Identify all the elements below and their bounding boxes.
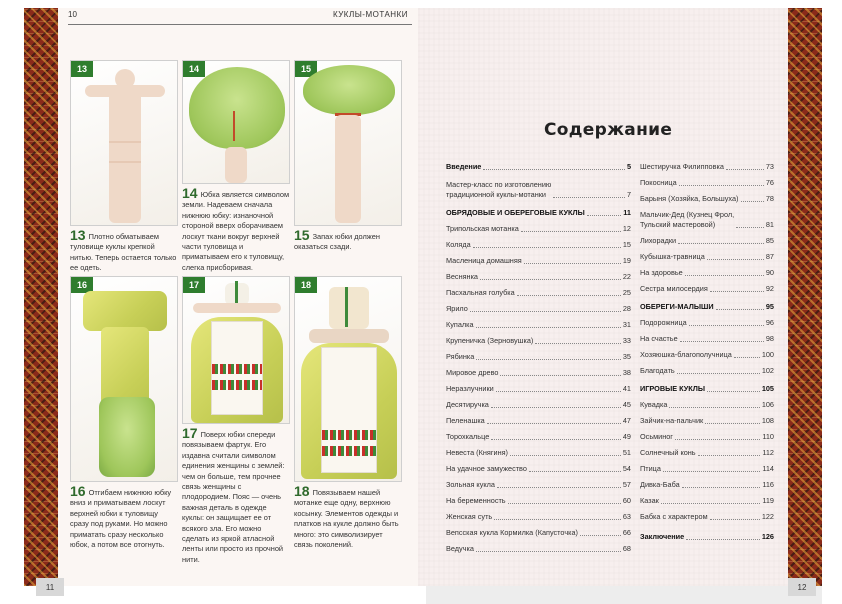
caption-text: Поверх юбки спереди повязываем фартук. Его издавна считали символом единения женщины с землей: чем он больше, тем прочнее связь женщины с плодородием. Пояс — очень важная деталь в одежде куклы: он защищает ее от всякого зла. Его можно сделать из яркой атласной ленты или просто из прочной нити. (182, 430, 285, 564)
toc-entry-title: Купалка (446, 320, 474, 329)
apron (211, 321, 263, 415)
toc-entry (446, 240, 631, 250)
toc-entry (446, 528, 631, 538)
caption-number: 18 (294, 483, 310, 499)
toc-entry (446, 288, 631, 298)
toc-entry (446, 272, 631, 282)
toc-section-heading (640, 532, 774, 542)
toc-entry (446, 368, 631, 378)
dot-leader (480, 279, 621, 280)
toc-entry-page: 73 (765, 162, 774, 171)
toc-entry-title: На беременность (446, 496, 506, 505)
toc-entry-page: 116 (762, 480, 774, 489)
toc-entry-title: Хозяюшка-благополучница (640, 350, 732, 359)
dot-leader (678, 243, 764, 244)
dot-leader (587, 215, 622, 216)
dot-leader (476, 359, 621, 360)
toc-entry (640, 252, 774, 262)
toc-entry-title: Осьминог (640, 432, 673, 441)
caption-number: 16 (70, 483, 86, 499)
toc-entry-page: 60 (622, 496, 631, 505)
toc-entry (640, 366, 774, 376)
step-17-photo (182, 276, 290, 424)
dot-leader (517, 295, 621, 296)
toc-entry (640, 178, 774, 188)
toc-entry-title: Вепсская кукла Кормилка (Капусточка) (446, 528, 578, 537)
green-skirt-fabric (303, 65, 395, 115)
toc-entry-title: Трипольская мотанка (446, 224, 519, 233)
dot-leader (689, 325, 764, 326)
toc-section-heading (446, 208, 631, 218)
toc-entry-title: На удачное замужество (446, 464, 527, 473)
dot-leader (741, 201, 764, 202)
step-badge: 17 (183, 277, 205, 293)
toc-entry-page: 110 (762, 432, 774, 441)
toc-entry-title: Зольная кукла (446, 480, 495, 489)
toc-entry-page: 63 (622, 512, 631, 521)
dot-leader (698, 455, 761, 456)
ornament-border-left (24, 8, 58, 586)
toc-entry (446, 400, 631, 410)
toc-entry-page: 96 (765, 318, 774, 327)
toc-entry-title: Бабка с характером (640, 512, 708, 521)
toc-entry (640, 268, 774, 278)
dot-leader (491, 407, 621, 408)
dot-leader (500, 375, 620, 376)
doll-arms (193, 303, 281, 313)
toc-entry-title: Кубышка-травница (640, 252, 705, 261)
caption-number: 17 (182, 425, 198, 441)
green-skirt-fabric (189, 67, 285, 149)
toc-entry-page: 51 (622, 448, 631, 457)
toc-entry-page: 41 (622, 384, 631, 393)
toc-entry-title: На счастье (640, 334, 678, 343)
toc-entry-title: Десятиручка (446, 400, 489, 409)
toc-entry (446, 512, 631, 522)
dot-leader (487, 423, 621, 424)
toc-entry (640, 334, 774, 344)
embroidery-band (212, 364, 262, 374)
toc-entry-title: Заключение (640, 532, 685, 541)
dot-leader (497, 487, 621, 488)
dot-leader (707, 259, 764, 260)
toc-entry-page: 122 (761, 512, 774, 521)
toc-entry (640, 512, 774, 522)
toc-entry (446, 304, 631, 314)
green-ribbon (345, 287, 348, 327)
toc-entry-page: 19 (622, 256, 631, 265)
toc-entry-title: Пасхальная голубка (446, 288, 515, 297)
embroidery-band (212, 380, 262, 390)
page-number-top: 10 (68, 10, 77, 19)
toc-entry (640, 318, 774, 328)
dot-leader (553, 197, 625, 198)
red-thread (233, 111, 235, 141)
step-13 (70, 60, 178, 274)
toc-entry (446, 224, 631, 234)
toc-entry-page: 57 (622, 480, 631, 489)
toc-entry-title: Неразлучники (446, 384, 494, 393)
toc-entry-title: Пеленашка (446, 416, 485, 425)
toc-entry-page: 12 (622, 224, 631, 233)
toc-entry-page: 76 (765, 178, 774, 187)
toc-entry (640, 496, 774, 506)
wrap-thread (109, 141, 141, 143)
toc-entry-title: Барыня (Хозяйка, Большуха) (640, 194, 739, 203)
toc-entry (640, 194, 774, 204)
toc-entry-title: Мальчик-Дед (Кузнец Фрол, Тульский мастеровой) (640, 210, 735, 229)
toc-column-left (446, 162, 631, 554)
toc-entry-page: 31 (622, 320, 631, 329)
dot-leader (736, 227, 764, 228)
dot-leader (508, 503, 621, 504)
toc-entry-page: 100 (761, 350, 774, 359)
toc-entry (446, 384, 631, 394)
toc-entry-title: Казак (640, 496, 659, 505)
ornament-border-right (788, 8, 822, 586)
toc-entry-page: 15 (622, 240, 631, 249)
toc-entry (640, 416, 774, 426)
dot-leader (483, 169, 625, 170)
dot-leader (685, 275, 764, 276)
toc-entry-title: Мастер-класс по изготовлению традиционной куклы-мотанки (446, 180, 552, 199)
caption-number: 15 (294, 227, 310, 243)
toc-entry (446, 448, 631, 458)
step-badge: 14 (183, 61, 205, 77)
toc-entry-page: 7 (626, 190, 631, 199)
doll-arms (309, 329, 389, 343)
toc-entry (640, 480, 774, 490)
step-17-caption (182, 425, 290, 565)
caption-text: Юбка является символом земли. Надеваем сначала нижнюю юбку: изнаночной стороной вверх оборачиваем лоскут ткани вокруг верхней части туловища и приматываем его к туловищу, слегка присборивая. (182, 190, 290, 272)
dot-leader (521, 231, 621, 232)
toc-entry (446, 432, 631, 442)
step-badge: 16 (71, 277, 93, 293)
dot-leader (496, 391, 621, 392)
toc-entry-title: Зайчик-на-пальчик (640, 416, 704, 425)
step-15 (294, 60, 402, 253)
dot-leader (726, 169, 764, 170)
header-rule (68, 24, 412, 25)
step-15-photo (294, 60, 402, 226)
toc-entry (446, 496, 631, 506)
dot-leader (679, 185, 764, 186)
toc-entry-page: 112 (762, 448, 774, 457)
dot-leader (510, 455, 621, 456)
toc-section-heading (640, 384, 774, 394)
dot-leader (476, 327, 621, 328)
step-18 (294, 276, 402, 550)
toc-entry-page: 81 (765, 220, 774, 229)
apron (321, 347, 377, 473)
toc-entry-title: Солнечный конь (640, 448, 696, 457)
toc-entry-page: 68 (622, 544, 631, 553)
doll-torso (225, 147, 247, 183)
book-spread (24, 8, 822, 586)
toc-section-heading (640, 302, 774, 312)
toc-entry-page: 25 (622, 288, 631, 297)
dot-leader (680, 341, 764, 342)
toc-entry-page: 114 (762, 464, 774, 473)
caption-number: 13 (70, 227, 86, 243)
toc-entry-page: 45 (622, 400, 631, 409)
toc-entry-title: ОБЕРЕГИ-МАЛЫШИ (640, 302, 714, 311)
toc-entry-title: Мировое древо (446, 368, 499, 377)
toc-entry-page: 11 (623, 208, 631, 217)
toc-entry (640, 400, 774, 410)
toc-entry-title: Дивка-Баба (640, 480, 680, 489)
toc-entry-page: 105 (761, 384, 774, 393)
toc-entry-page: 33 (622, 336, 631, 345)
toc-entry (446, 464, 631, 474)
step-14-caption (182, 185, 290, 273)
step-13-caption (70, 227, 178, 274)
dot-leader (686, 539, 760, 540)
toc-entry-title: ОБРЯДОВЫЕ И ОБЕРЕГОВЫЕ КУКЛЫ (446, 208, 585, 217)
toc-entry-title: Покосница (640, 178, 677, 187)
toc-entry-page: 38 (622, 368, 631, 377)
doll-torso (335, 115, 361, 223)
dot-leader (535, 343, 621, 344)
dot-leader (734, 357, 760, 358)
step-17 (182, 276, 290, 565)
green-skirt-fabric (99, 397, 155, 477)
toc-entry-title: Кувадка (640, 400, 668, 409)
toc-entry-page: 87 (765, 252, 774, 261)
toc-entry-title: Благодать (640, 366, 675, 375)
toc-entry-title: Ведучка (446, 544, 474, 553)
wrap-thread (109, 161, 141, 163)
toc-entry (446, 416, 631, 426)
toc-entry (446, 256, 631, 266)
caption-number: 14 (182, 185, 198, 201)
toc-title: Содержание (544, 120, 673, 140)
dot-leader (470, 311, 621, 312)
step-14 (182, 60, 290, 273)
step-badge: 18 (295, 277, 317, 293)
toc-entry (446, 480, 631, 490)
toc-entry-page: 5 (626, 162, 631, 171)
dot-leader (580, 535, 621, 536)
toc-entry-page: 126 (761, 532, 774, 541)
dot-leader (529, 471, 621, 472)
toc-entry-page: 78 (765, 194, 774, 203)
toc-entry-title: Птица (640, 464, 661, 473)
dot-leader (524, 263, 621, 264)
toc-entry-title: Введение (446, 162, 482, 171)
toc-entry (446, 320, 631, 330)
toc-entry-title: Веснянка (446, 272, 478, 281)
toc-entry-title: Подорожница (640, 318, 687, 327)
embroidery-band (322, 430, 376, 440)
toc-entry-page: 28 (622, 304, 631, 313)
toc-section-heading (446, 162, 631, 172)
toc-entry-page: 47 (622, 416, 631, 425)
dot-leader (675, 439, 760, 440)
folio-left: 11 (36, 578, 64, 596)
toc-entry (446, 336, 631, 346)
dot-leader (669, 407, 759, 408)
toc-entry-page: 35 (622, 352, 631, 361)
step-18-caption (294, 483, 402, 550)
step-15-caption (294, 227, 402, 253)
toc-entry (640, 284, 774, 294)
step-13-photo (70, 60, 178, 226)
toc-entry-title: Торохкальце (446, 432, 490, 441)
caption-text: Плотно обматываем туловище куклы крепкой нитью. Теперь остается только ее одеть. (70, 232, 177, 273)
left-page (58, 8, 418, 586)
toc-entry (446, 352, 631, 362)
step-badge: 13 (71, 61, 93, 77)
dot-leader (710, 519, 760, 520)
caption-text: Отгибаем нижнюю юбку вниз и приматываем лоскут верхней юбки к туловищу сразу под руками. Но можно приматать сразу несколько юбок, а потом все отогнуть. (70, 488, 172, 550)
doll-head-scarf (329, 287, 369, 329)
dot-leader (494, 519, 621, 520)
toc-entry-title: Масленица домашняя (446, 256, 522, 265)
dot-leader (707, 391, 760, 392)
toc-entry-title: Невеста (Княгиня) (446, 448, 508, 457)
step-14-photo (182, 60, 290, 184)
toc-entry-page: 85 (765, 236, 774, 245)
toc-entry-title: Сестра милосердия (640, 284, 708, 293)
toc-entry-page: 98 (765, 334, 774, 343)
dot-leader (661, 503, 761, 504)
toc-entry-title: Крупеничка (Зерновушка) (446, 336, 534, 345)
toc-entry-page: 49 (622, 432, 631, 441)
running-title: КУКЛЫ-МОТАНКИ (332, 10, 408, 19)
toc-entry-page: 92 (765, 284, 774, 293)
toc-column-right (640, 162, 774, 542)
toc-entry (446, 544, 631, 554)
step-16-caption (70, 483, 178, 550)
yellow-cloth (83, 291, 167, 331)
toc-entry (640, 210, 774, 230)
toc-entry-title: Женская суть (446, 512, 493, 521)
folio-right: 12 (788, 578, 816, 596)
toc-entry-title: Лихорадки (640, 236, 677, 245)
embroidery-band (322, 446, 376, 456)
toc-entry-page: 90 (765, 268, 774, 277)
dot-leader (476, 551, 621, 552)
dot-leader (663, 471, 760, 472)
dot-leader (677, 373, 760, 374)
step-18-photo (294, 276, 402, 482)
dot-leader (491, 439, 621, 440)
toc-entry-title: Шестиручка Филипповка (640, 162, 724, 171)
toc-entry-title: ИГРОВЫЕ КУКЛЫ (640, 384, 706, 393)
toc-entry-page: 66 (622, 528, 631, 537)
toc-entry-page: 108 (761, 416, 774, 425)
toc-entry (640, 236, 774, 246)
doll-torso (109, 89, 141, 223)
dot-leader (716, 309, 764, 310)
caption-text: Повязываем нашей мотанке еще одну, верхнюю косынку. Элементов одежды и платков на кукле должно быть много: это символизирует связь поколений. (294, 488, 399, 550)
toc-entry-page: 102 (761, 366, 774, 375)
toc-entry-title: Рябинка (446, 352, 475, 361)
dot-leader (682, 487, 761, 488)
toc-entry-page: 22 (622, 272, 631, 281)
step-16-photo (70, 276, 178, 482)
toc-entry-page: 106 (761, 400, 774, 409)
step-16 (70, 276, 178, 550)
toc-entry (640, 432, 774, 442)
toc-entry (446, 180, 631, 200)
toc-entry-page: 119 (762, 496, 774, 505)
toc-entry-title: Коляда (446, 240, 471, 249)
right-page (418, 8, 788, 586)
toc-entry-page: 54 (622, 464, 631, 473)
toc-entry-title: На здоровье (640, 268, 683, 277)
caption-text: Запах юбки должен оказаться сзади. (294, 232, 380, 252)
toc-entry (640, 350, 774, 360)
toc-entry (640, 464, 774, 474)
step-badge: 15 (295, 61, 317, 77)
toc-entry-title: Ярило (446, 304, 468, 313)
toc-entry (640, 162, 774, 172)
dot-leader (710, 291, 764, 292)
toc-entry-page: 95 (765, 302, 774, 311)
dot-leader (705, 423, 760, 424)
page-shadow (426, 586, 822, 604)
dot-leader (473, 247, 621, 248)
toc-entry (640, 448, 774, 458)
